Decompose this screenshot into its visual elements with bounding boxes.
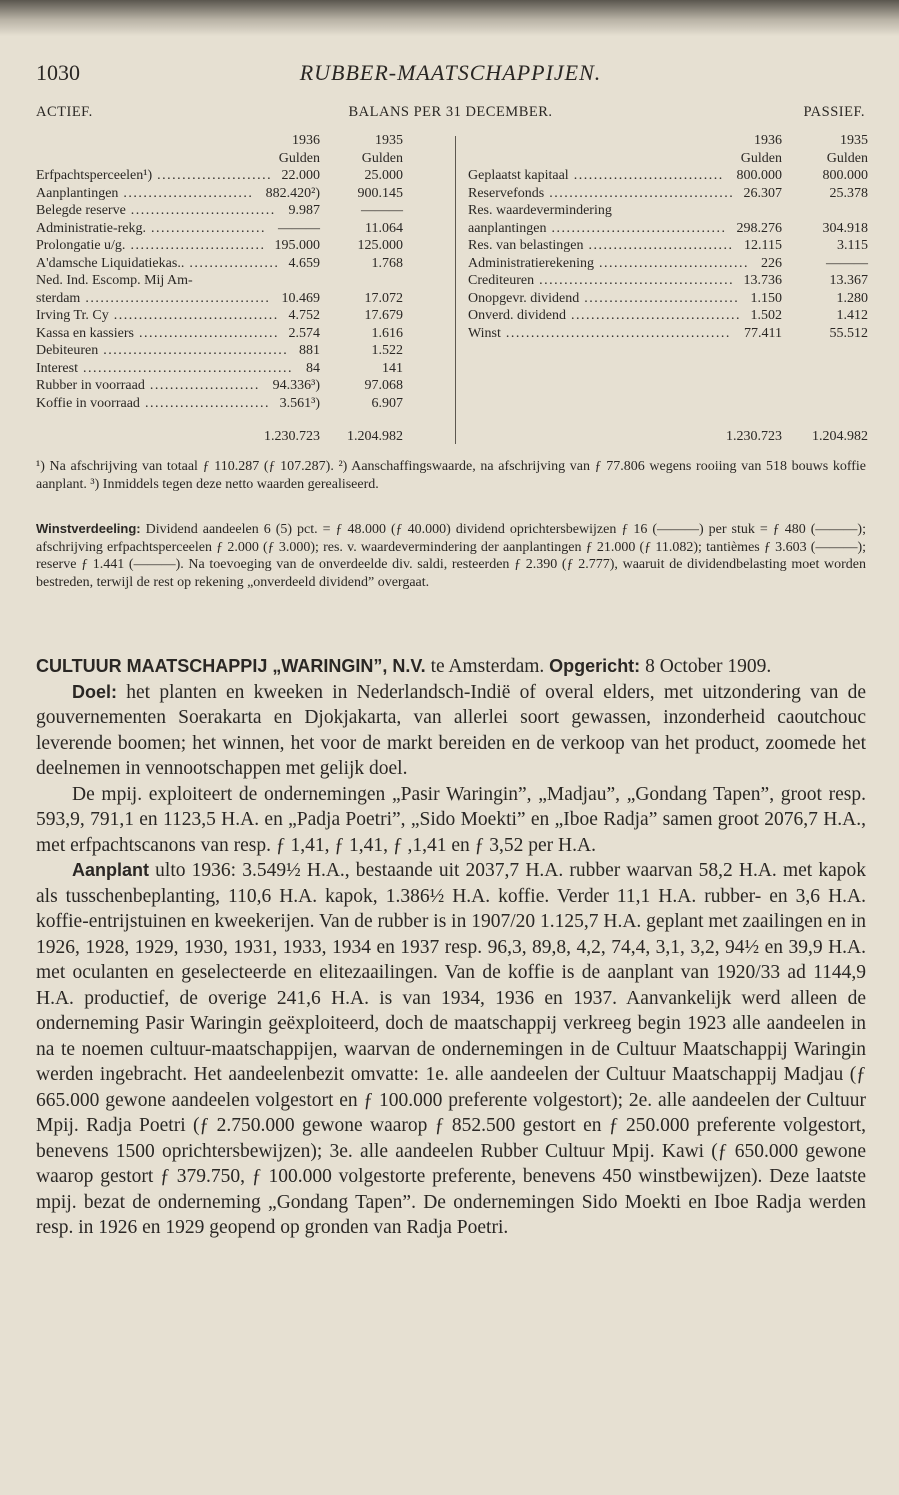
doel-label: Doel: bbox=[72, 681, 117, 702]
passief-value-1936: 800.000 bbox=[736, 168, 782, 183]
actief-year-header bbox=[36, 132, 450, 150]
actief-table bbox=[36, 132, 450, 446]
passief-row-label: Res. waardevermindering bbox=[468, 203, 612, 218]
dot-leader: .................. bbox=[184, 255, 280, 271]
actief-row bbox=[36, 395, 450, 413]
passief-row bbox=[468, 202, 868, 220]
actief-year-1936: 1936 bbox=[292, 133, 320, 148]
actief-value-1935: ——— bbox=[361, 203, 403, 218]
actief-row-label: Kassa en kassiers ............................ bbox=[36, 325, 279, 341]
actief-row-label: Debiteuren ..................................... bbox=[36, 343, 289, 358]
actief-value-1935: 6.907 bbox=[371, 395, 403, 411]
winstverdeeling bbox=[36, 520, 866, 591]
actief-row bbox=[36, 237, 450, 255]
actief-value-1935: 1.616 bbox=[371, 325, 403, 341]
dot-leader: ................................... bbox=[546, 220, 727, 236]
actief-value-1935: 11.064 bbox=[365, 220, 403, 236]
actief-value-1936: 195.000 bbox=[274, 238, 320, 253]
dot-leader: ............................. bbox=[125, 203, 276, 218]
winstverdeeling-text: Dividend aandeelen 6 (5) pct. = ƒ 48.000 (ƒ 40.000) dividend oprichtersbewijzen ƒ 16 (———) per stuk = ƒ 480 (———); afschrijving erfpachtsperceelen ƒ 2.000 (ƒ 3.000); res. v. waardevermindering der aanplantingen ƒ 21.000 (ƒ 11.082); tantièmes ƒ 3.603 (———); reserve ƒ 1.441 (———). Na toevoeging van de onverdeelde div. saldi, resteerden ƒ 2.390 (ƒ 2.777), waaruit de dividendbelasting moet worden bestreden, terwijl de rest op rekening „onverdeeld dividend” overgaat. bbox=[36, 522, 866, 590]
dot-leader: .............................. bbox=[593, 255, 749, 271]
footnotes bbox=[36, 458, 866, 493]
passief-row-label: Administratierekening .............................. bbox=[468, 255, 749, 271]
passief-row bbox=[468, 237, 868, 255]
passief-total-row bbox=[468, 428, 868, 446]
passief-value-1935: ——— bbox=[826, 255, 868, 271]
actief-year-1935: 1935 bbox=[375, 133, 403, 148]
passief-value-1935: 25.378 bbox=[829, 185, 868, 201]
actief-value-1936: 10.469 bbox=[281, 290, 320, 306]
page-header bbox=[36, 60, 865, 90]
dot-leader: ..................................... bbox=[98, 343, 289, 358]
actief-row bbox=[36, 220, 450, 238]
actief-row-label: Aanplantingen .......................... bbox=[36, 185, 254, 201]
dot-leader: ..................................... bbox=[544, 185, 735, 201]
passief-table bbox=[468, 132, 868, 446]
actief-row bbox=[36, 342, 450, 360]
passief-value-1936: 12.115 bbox=[744, 238, 782, 253]
exploitation-paragraph: De mpij. exploiteert de ondernemingen „Pasir Waringin”, „Madjau”, „Gondang Tapen”, groot resp. 593,9, 791,1 en 1123,5 H.A. en „Padja Poetri”, „Sido Moekti” en „Iboe Radja” samen groot 2076,7 H.A., met erfpachtscanons van resp. ƒ 1,41, ƒ 1,41, ƒ ,1,41 en ƒ 3,52 per H.A. bbox=[36, 783, 866, 856]
actief-value-1936: 94.336³) bbox=[272, 378, 320, 393]
passief-value-1935: 304.918 bbox=[822, 220, 868, 236]
actief-row-label: Irving Tr. Cy ................................. bbox=[36, 308, 279, 323]
actief-value-1936: 3.561³) bbox=[279, 395, 320, 411]
actief-value-1935: 1.768 bbox=[371, 255, 403, 271]
passief-label: PASSIEF. bbox=[803, 104, 865, 120]
company-name: CULTUUR MAATSCHAPPIJ „WARINGIN”, N.V. bbox=[36, 656, 426, 676]
passief-unit-1936: Gulden bbox=[740, 150, 782, 166]
passief-row bbox=[468, 290, 868, 308]
actief-value-1936: 22.000 bbox=[281, 168, 320, 183]
dot-leader: .......................... bbox=[118, 185, 254, 201]
dot-leader: .................................. bbox=[565, 308, 741, 323]
actief-row bbox=[36, 272, 450, 290]
actief-row bbox=[36, 167, 450, 185]
actief-total-row bbox=[36, 428, 450, 446]
actief-value-1935: 97.068 bbox=[364, 378, 403, 393]
passief-value-1935: 1.280 bbox=[836, 290, 868, 306]
dot-leader: ............................. bbox=[583, 238, 734, 253]
company-seat: te Amsterdam. bbox=[425, 656, 550, 677]
actief-row-label: Administratie-rekg. ....................... bbox=[36, 220, 267, 236]
passief-row-label: Onopgevr. dividend ............................... bbox=[468, 290, 740, 306]
dot-leader: ....................................... bbox=[534, 273, 735, 288]
passief-row-label: Crediteuren ....................................... bbox=[468, 273, 735, 288]
page-number: 1030 bbox=[36, 60, 80, 85]
doel-paragraph bbox=[36, 680, 866, 782]
actief-row bbox=[36, 377, 450, 395]
actief-row bbox=[36, 360, 450, 378]
passief-year-header bbox=[468, 132, 868, 150]
passief-value-1936: 1.150 bbox=[750, 290, 782, 306]
actief-unit-header bbox=[36, 150, 450, 168]
balance-heading bbox=[36, 104, 865, 124]
passief-value-1935: 800.000 bbox=[822, 168, 868, 183]
actief-row bbox=[36, 307, 450, 325]
passief-value-1936: 13.736 bbox=[743, 273, 782, 288]
actief-unit-1936: Gulden bbox=[278, 150, 320, 166]
passief-row bbox=[468, 255, 868, 273]
actief-row bbox=[36, 325, 450, 343]
balance-title: BALANS PER 31 DECEMBER. bbox=[348, 104, 553, 120]
aanplant-label: Aanplant bbox=[72, 860, 150, 880]
actief-row bbox=[36, 255, 450, 273]
dot-leader: ............................ bbox=[133, 325, 279, 341]
actief-label: ACTIEF. bbox=[36, 104, 93, 120]
running-head: RUBBER-MAATSCHAPPIJEN. bbox=[299, 60, 602, 85]
actief-row-label: Belegde reserve ............................. bbox=[36, 203, 276, 218]
actief-row-label: Interest .......................................... bbox=[36, 360, 293, 376]
page-top-edge bbox=[0, 0, 899, 36]
founded-label: Opgericht: bbox=[549, 656, 641, 676]
actief-value-1936: 882.420²) bbox=[265, 185, 320, 201]
dot-leader: .......................................... bbox=[77, 360, 293, 376]
actief-value-1936: 4.659 bbox=[288, 255, 320, 271]
passief-row-label: Res. van belastingen ............................. bbox=[468, 238, 734, 253]
passief-row bbox=[468, 325, 868, 343]
footnotes-text: ¹) Na afschrijving van totaal ƒ 110.287 (ƒ 107.287). ²) Aanschaffingswaarde, na afschrijving van ƒ 77.806 wegens rooiing van 518 bouws koffie aanplant. ³) Inmiddels tegen deze netto waarden gerealiseerd. bbox=[36, 459, 866, 492]
company-heading bbox=[36, 654, 866, 680]
actief-value-1935: 141 bbox=[382, 360, 403, 376]
passief-unit-1935: Gulden bbox=[826, 150, 868, 166]
dot-leader: ............................................. bbox=[500, 325, 731, 341]
passief-row bbox=[468, 167, 868, 185]
company-entry bbox=[36, 654, 866, 1241]
passief-value-1936: 26.307 bbox=[743, 185, 782, 201]
actief-value-1935: 125.000 bbox=[357, 238, 403, 253]
actief-row bbox=[36, 185, 450, 203]
actief-row bbox=[36, 202, 450, 220]
passief-row-label: Winst ............................................. bbox=[468, 325, 731, 341]
actief-total-1936: 1.230.723 bbox=[264, 429, 320, 444]
actief-value-1935: 25.000 bbox=[364, 168, 403, 183]
passief-row bbox=[468, 272, 868, 290]
actief-value-1935: 1.522 bbox=[371, 343, 403, 358]
actief-total-1935: 1.204.982 bbox=[347, 429, 403, 444]
passief-value-1936: 298.276 bbox=[736, 220, 782, 236]
actief-value-1935: 17.679 bbox=[364, 308, 403, 323]
aanplant-paragraph bbox=[36, 858, 866, 1241]
actief-value-1935: 17.072 bbox=[364, 290, 403, 306]
actief-row-label: Ned. Ind. Escomp. Mij Am- bbox=[36, 273, 193, 288]
actief-row bbox=[36, 290, 450, 308]
dot-leader: ....................... bbox=[146, 220, 267, 236]
passief-year-1935: 1935 bbox=[840, 133, 868, 148]
passief-value-1936: 77.411 bbox=[744, 325, 782, 341]
doel-text: het planten en kweeken in Nederlandsch-Indië of overal elders, met uitzondering van de gouvernementen Soerakarta en Djokjakarta, van allerlei soort gewassen, inzonderheid caoutchouc leverende boomen; het winnen, het voor de markt bereiden en de verkoop van het product, zoomede het deelnemen in vennootschappen met gelijk doel. bbox=[36, 681, 866, 779]
passief-row-label: Geplaatst kapitaal .............................. bbox=[468, 168, 724, 183]
dot-leader: ............................... bbox=[579, 290, 740, 306]
actief-value-1936: 4.752 bbox=[288, 308, 320, 323]
winstverdeeling-paragraph bbox=[36, 520, 866, 591]
passief-row-label: aanplantingen ................................... bbox=[468, 220, 727, 236]
actief-row-label: sterdam ..................................... bbox=[36, 290, 271, 306]
passief-row bbox=[468, 185, 868, 203]
actief-value-1936: 2.574 bbox=[288, 325, 320, 341]
passief-year-1936: 1936 bbox=[754, 133, 782, 148]
actief-value-1936: 881 bbox=[299, 343, 320, 358]
passief-row-label: Reservefonds ..................................... bbox=[468, 185, 735, 201]
passief-value-1935: 3.115 bbox=[837, 238, 868, 253]
passief-unit-header bbox=[468, 150, 868, 168]
dot-leader: ...................... bbox=[144, 378, 260, 393]
actief-value-1936: 9.987 bbox=[288, 203, 320, 218]
actief-row-label: Prolongatie u/g. ........................... bbox=[36, 238, 266, 253]
actief-value-1935: 900.145 bbox=[357, 185, 403, 201]
dot-leader: ....................... bbox=[152, 168, 273, 183]
passief-total-1936: 1.230.723 bbox=[726, 429, 782, 444]
passief-value-1936: 226 bbox=[761, 255, 782, 271]
passief-value-1935: 13.367 bbox=[829, 273, 868, 288]
passief-value-1935: 1.412 bbox=[836, 308, 868, 323]
dot-leader: ..................................... bbox=[80, 290, 271, 306]
founded-value: 8 October 1909. bbox=[640, 656, 772, 677]
passief-value-1935: 55.512 bbox=[829, 325, 868, 341]
dot-leader: ................................. bbox=[108, 308, 279, 323]
column-divider bbox=[455, 136, 456, 444]
actief-unit-1935: Gulden bbox=[361, 150, 403, 166]
winstverdeeling-label: Winstverdeeling: bbox=[36, 521, 141, 536]
passief-total-1935: 1.204.982 bbox=[812, 429, 868, 444]
passief-row bbox=[468, 307, 868, 325]
dot-leader: .............................. bbox=[568, 168, 724, 183]
passief-value-1936: 1.502 bbox=[750, 308, 782, 323]
passief-row-label: Onverd. dividend .................................. bbox=[468, 308, 741, 323]
actief-value-1936: 84 bbox=[306, 360, 320, 376]
actief-row-label: Koffie in voorraad ......................... bbox=[36, 395, 270, 411]
actief-row-label: A'damsche Liquidatiekas.. .................. bbox=[36, 255, 280, 271]
actief-row-label: Rubber in voorraad ...................... bbox=[36, 378, 260, 393]
dot-leader: ........................... bbox=[125, 238, 266, 253]
actief-row-label: Erfpachtsperceelen¹) ....................... bbox=[36, 168, 273, 183]
aanplant-text: ulto 1936: 3.549½ H.A., bestaande uit 2037,7 H.A. rubber waarvan 58,2 H.A. met kapok als tusschenbeplanting, 110,6 H.A. kapok, 1.386½ H.A. koffie. Verder 11,1 H.A. rubber- en 3,6 H.A. koffie-entrijstuinen en kweekerijen. Van de rubber is in 1907/20 1.125,7 H.A. geplant met zaailingen en in 1926, 1928, 1929, 1930, 1931, 1933, 1934 en 1937 resp. 96,3, 89,8, 4,2, 74,4, 3,1, 3,2, 94½ en 39,9 H.A. met oculanten en geselecteerde en elitezaailingen. Van de koffie is de aanplant van 1920/33 ad 1144,9 H.A. productief, de overige 241,6 H.A. is van 1934, 1936 en 1937. Aanvankelijk werd alleen de onderneming Pasir Waringin geëxploiteerd, doch de maatschappij verkreeg begin 1923 alle aandeelen in na te noemen cultuur-maatschappijen, waarvan de ondernemingen in de Cultuur Maatschappij Waringin werden ingebracht. Het aandeelenbezit omvatte: 1e. alle aandeelen der Cultuur Maatschappij Madjau (ƒ 665.000 gewone aandeelen volgestort en ƒ 100.000 preferente volgestort); 2e. alle aandeelen der Cultuur Mpij. Radja Poetri (ƒ 2.750.000 gewone waarop ƒ 852.500 gestort en ƒ 250.000 preferente volgestort, benevens 1500 oprichtersbewijzen); 3e. alle aandeelen Rubber Cultuur Mpij. Kawi (ƒ 650.000 gewone waarop gestort ƒ 379.750, ƒ 100.000 volgestorte preferente, benevens 450 winstbewijzen). Deze laatste mpij. bezat de onderneming „Gondang Tapen”. De ondernemingen Sido Moekti en Iboe Radja werden resp. in 1926 en 1929 geopend op gronden van Radja Poetri. bbox=[36, 860, 866, 1238]
passief-row bbox=[468, 220, 868, 238]
dot-leader: ......................... bbox=[139, 395, 270, 411]
actief-value-1936: ——— bbox=[278, 220, 320, 236]
